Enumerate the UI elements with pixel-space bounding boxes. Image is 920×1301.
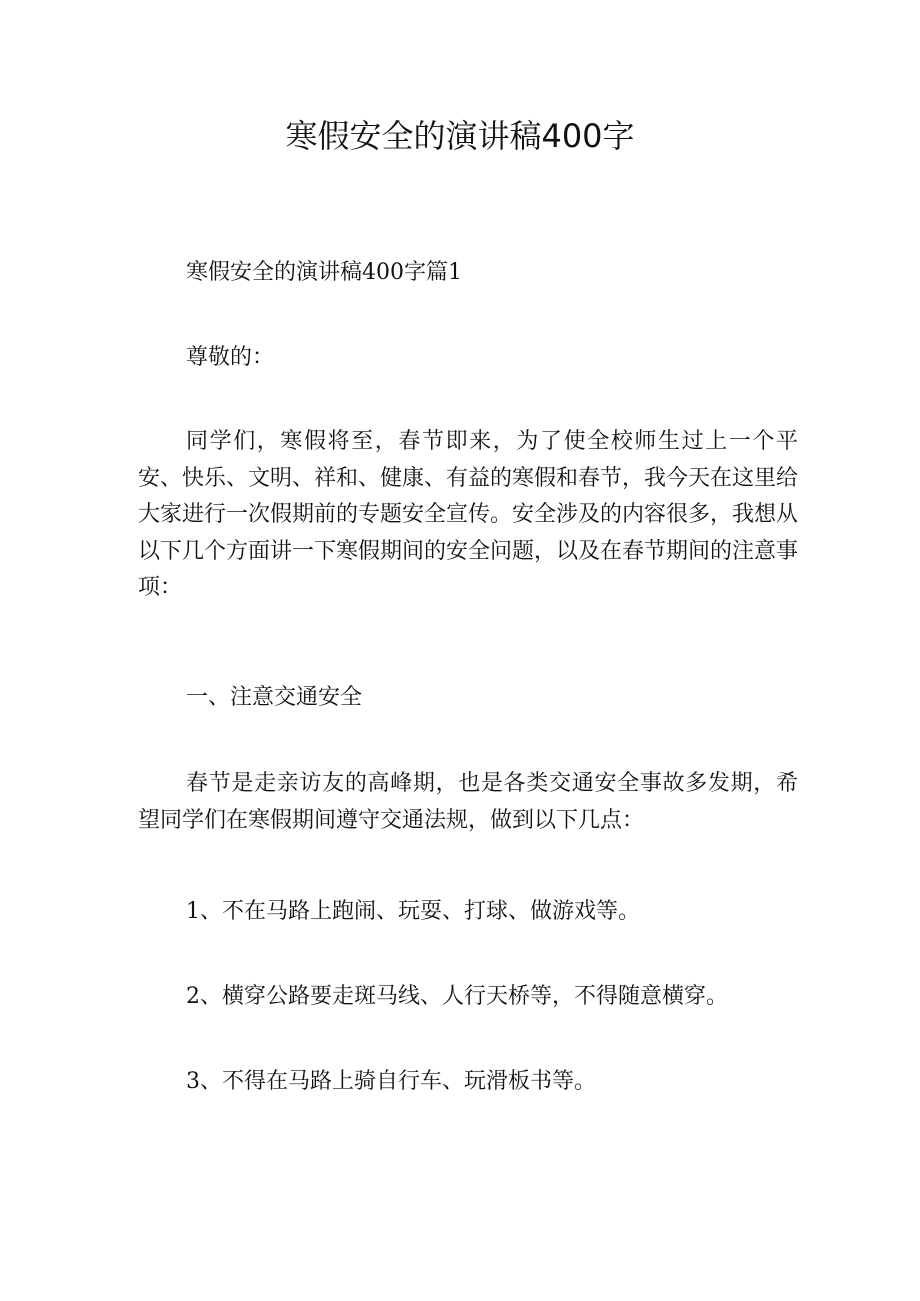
salutation: 尊敬的： <box>186 345 275 370</box>
section-heading: 一、注意交通安全 <box>186 685 363 710</box>
document-title: 寒假安全的演讲稿400字 <box>285 117 635 155</box>
list-item: 3、不得在马路上骑自行车、玩滑板书等。 <box>186 1069 596 1094</box>
list-item: 1、不在马路上跑闹、玩耍、打球、做游戏等。 <box>186 899 640 924</box>
document-subtitle: 寒假安全的演讲稿400字篇1 <box>186 260 462 285</box>
list-item: 2、横穿公路要走斑马线、人行天桥等，不得随意横穿。 <box>186 984 728 1009</box>
section-paragraph: 春节是走亲访友的高峰期，也是各类交通安全事故多发期，希望同学们在寒假期间遵守交通法规，做到以下几点： <box>138 771 798 833</box>
intro-paragraph: 同学们，寒假将至，春节即来，为了使全校师生过上一个平安、快乐、文明、祥和、健康、有益的寒假和春节，我今天在这里给大家进行一次假期前的专题安全宣传。安全涉及的内容很多，我想从以下几个方面讲一下寒假期间的安全问题，以及在春节期间的注意事项： <box>138 429 799 600</box>
